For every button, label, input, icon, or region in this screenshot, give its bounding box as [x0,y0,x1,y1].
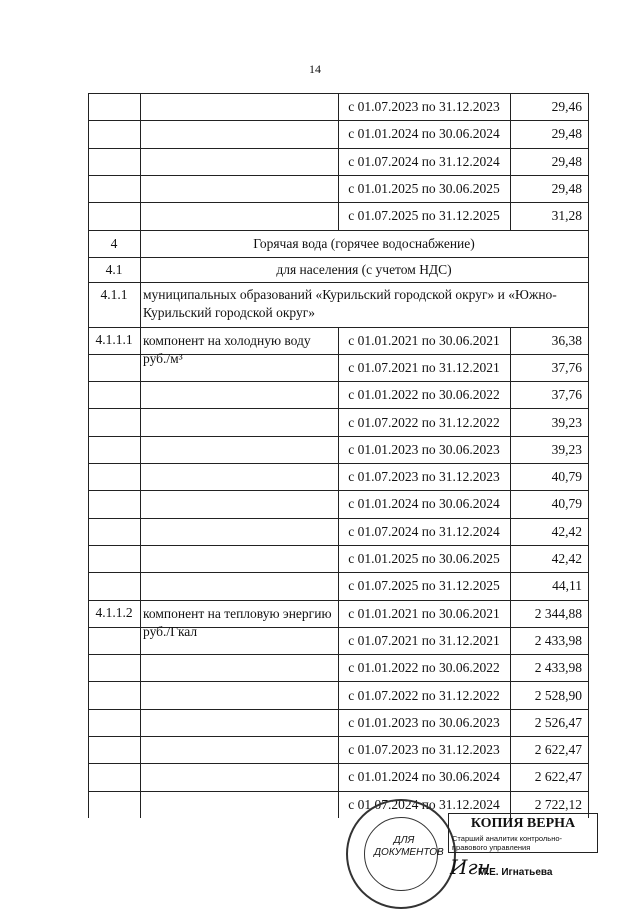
period-cell: с 01.01.2024 по 30.06.2024 [348,126,500,142]
table-border [88,257,89,282]
table-border [88,282,89,327]
table-border [140,230,141,257]
period-cell: с 01.01.2023 по 30.06.2023 [348,441,500,457]
value-cell: 29,48 [551,126,582,142]
value-cell: 39,23 [551,441,582,457]
table-border [588,230,589,257]
period-cell: с 01.07.2021 по 31.12.2021 [348,632,500,648]
value-cell: 31,28 [551,208,582,224]
table-border [510,327,511,600]
value-cell: 29,48 [551,153,582,169]
seal-text: ДЛЯ ДОКУМЕНТОВ [374,835,444,858]
section-number: 4.1.1 [100,286,128,302]
period-cell: с 01.01.2024 по 30.06.2024 [348,769,500,785]
item-description: компонент на холодную воду руб./м³ [143,332,311,366]
page-number: 14 [309,62,321,76]
period-cell: с 01.07.2022 по 31.12.2022 [348,414,500,430]
value-cell: 37,76 [551,359,582,375]
value-cell: 2 433,98 [534,632,582,648]
period-cell: с 01.07.2022 по 31.12.2022 [348,687,500,703]
value-cell: 2 722,12 [534,796,582,812]
item-header [88,600,338,818]
table-border [88,327,89,600]
table-border [140,282,141,327]
value-cell: 29,48 [551,181,582,197]
period-cell: с 01.07.2024 по 31.12.2024 [348,153,500,169]
section-row [88,230,588,257]
value-cell: 37,76 [551,387,582,403]
value-cell: 36,38 [551,332,582,348]
item-header [88,327,338,600]
value-cell: 2 528,90 [534,687,582,703]
table-border [140,600,141,818]
handwritten-signature: Игн [450,855,491,879]
section-row [88,282,588,327]
table-border [510,600,511,818]
table-border [588,327,589,600]
value-cell: 2 622,47 [534,769,582,785]
period-cell: с 01.01.2025 по 30.06.2025 [348,181,500,197]
value-cell: 40,79 [551,469,582,485]
section-number: 4.1 [105,261,123,277]
value-cell: 29,46 [551,99,582,115]
period-cell: с 01.07.2024 по 31.12.2024 [348,796,500,812]
period-cell: с 01.07.2025 по 31.12.2025 [348,578,500,594]
value-cell: 39,23 [551,414,582,430]
period-cell: с 01.01.2024 по 30.06.2024 [348,496,500,512]
table-border [588,257,589,282]
table-border [140,257,141,282]
period-cell: с 01.07.2024 по 31.12.2024 [348,523,500,539]
table-border [140,93,141,230]
certification-stamp [338,795,598,905]
table-border [338,600,339,818]
table-border [588,93,589,230]
period-cell: с 01.01.2025 по 30.06.2025 [348,551,500,567]
period-cell: с 01.01.2023 по 30.06.2023 [348,714,500,730]
signer-name: М.Е. Игнатьева [478,867,553,878]
period-cell: с 01.07.2023 по 31.12.2023 [348,469,500,485]
period-cell: с 01.07.2023 по 31.12.2023 [348,99,500,115]
table-border [588,282,589,327]
period-cell: с 01.07.2021 по 31.12.2021 [348,359,500,375]
item-number: 4.1.1.2 [95,604,133,620]
section-title: Горячая вода (горячее водоснабжение) [253,235,475,251]
copy-certified-box [448,813,598,853]
value-cell: 2 526,47 [534,714,582,730]
section-number: 4 [110,235,118,251]
table-border [88,600,89,818]
item-description: компонент на тепловую энергию руб./Гкал [143,605,332,639]
table-border [588,600,589,818]
section-title: для населения (с учетом НДС) [276,261,452,277]
period-cell: с 01.01.2021 по 30.06.2021 [348,605,500,621]
value-cell: 2 344,88 [534,605,582,621]
value-cell: 40,79 [551,496,582,512]
table-border [510,93,511,230]
period-cell: с 01.07.2025 по 31.12.2025 [348,208,500,224]
period-cell: с 01.07.2023 по 31.12.2023 [348,742,500,758]
value-cell: 2 622,47 [534,742,582,758]
value-cell: 42,42 [551,523,582,539]
value-cell: 2 433,98 [534,660,582,676]
table-border [88,93,89,230]
copy-title: КОПИЯ ВЕРНА [470,816,576,831]
section-title: муниципальных образований «Курильский городской округ» и «Южно-Курильский городской округ» [143,286,557,320]
period-cell: с 01.01.2022 по 30.06.2022 [348,660,500,676]
copy-subtitle: Старший аналитик контрольно-правового управления [452,834,563,852]
table-border [338,327,339,600]
period-cell: с 01.01.2021 по 30.06.2021 [348,332,500,348]
item-number: 4.1.1.1 [95,331,133,347]
value-cell: 42,42 [551,551,582,567]
table-border [140,327,141,600]
table-border [338,93,339,230]
section-row [88,257,588,282]
period-cell: с 01.01.2022 по 30.06.2022 [348,387,500,403]
table-border [88,230,89,257]
value-cell: 44,11 [552,578,582,594]
